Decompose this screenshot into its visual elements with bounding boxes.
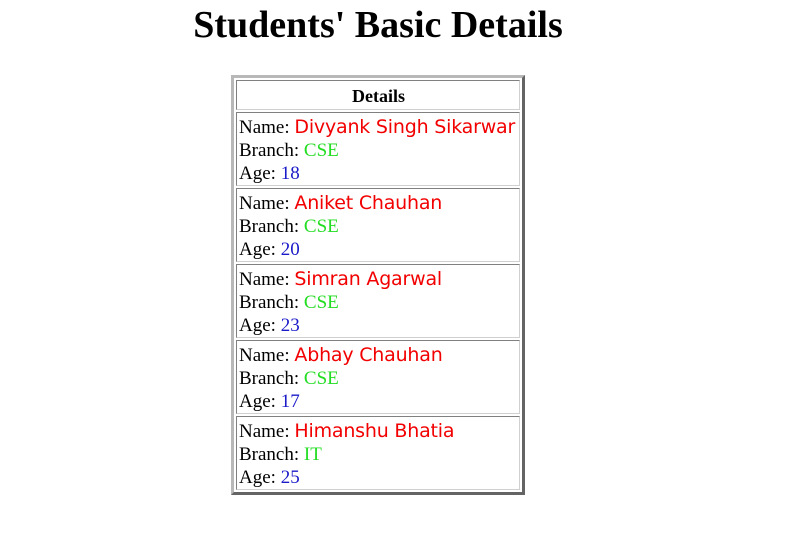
- student-details-table: [231, 75, 525, 495]
- age-line: [239, 314, 518, 337]
- age-line: [239, 162, 518, 185]
- age-line: [239, 466, 518, 489]
- branch-line: [239, 215, 518, 238]
- name-label: Name:: [239, 421, 290, 442]
- age-label: Age:: [239, 163, 276, 184]
- student-branch: CSE: [303, 140, 339, 161]
- student-cell: [236, 340, 520, 414]
- branch-line: [239, 139, 518, 162]
- table-row: [236, 188, 520, 262]
- table-row: [236, 340, 520, 414]
- age-label: Age:: [239, 391, 276, 412]
- age-label: Age:: [239, 239, 276, 260]
- name-line: [239, 116, 518, 139]
- age-label: Age:: [239, 467, 276, 488]
- branch-label: Branch:: [239, 368, 300, 389]
- branch-line: [239, 291, 518, 314]
- name-label: Name:: [239, 269, 290, 290]
- name-line: [239, 420, 518, 443]
- name-label: Name:: [239, 193, 290, 214]
- branch-label: Branch:: [239, 140, 300, 161]
- name-line: [239, 344, 518, 367]
- branch-label: Branch:: [239, 292, 300, 313]
- student-branch: CSE: [303, 368, 339, 389]
- branch-line: [239, 443, 518, 466]
- student-cell: [236, 188, 520, 262]
- student-branch: CSE: [303, 292, 339, 313]
- student-age: 23: [280, 315, 300, 336]
- table-row: [236, 112, 520, 186]
- student-age: 17: [280, 391, 300, 412]
- table-row: [236, 416, 520, 490]
- student-name: Divyank Singh Sikarwar: [294, 116, 516, 138]
- student-name: Himanshu Bhatia: [294, 420, 455, 442]
- branch-label: Branch:: [239, 216, 300, 237]
- student-name: Abhay Chauhan: [294, 344, 443, 366]
- table-row: [236, 264, 520, 338]
- student-name: Aniket Chauhan: [294, 192, 443, 214]
- age-line: [239, 390, 518, 413]
- student-branch: IT: [303, 444, 322, 465]
- student-age: 18: [280, 163, 300, 184]
- table-header-row: [236, 80, 520, 110]
- student-cell: [236, 264, 520, 338]
- name-label: Name:: [239, 117, 290, 138]
- age-line: [239, 238, 518, 261]
- student-cell: [236, 112, 520, 186]
- name-line: [239, 192, 518, 215]
- name-label: Name:: [239, 345, 290, 366]
- student-name: Simran Agarwal: [294, 268, 442, 290]
- student-branch: CSE: [303, 216, 339, 237]
- branch-label: Branch:: [239, 444, 300, 465]
- table-header-details: Details: [236, 80, 520, 110]
- name-line: [239, 268, 518, 291]
- age-label: Age:: [239, 315, 276, 336]
- student-cell: [236, 416, 520, 490]
- page-title: Students' Basic Details: [193, 4, 563, 46]
- student-age: 25: [280, 467, 300, 488]
- student-age: 20: [280, 239, 300, 260]
- branch-line: [239, 367, 518, 390]
